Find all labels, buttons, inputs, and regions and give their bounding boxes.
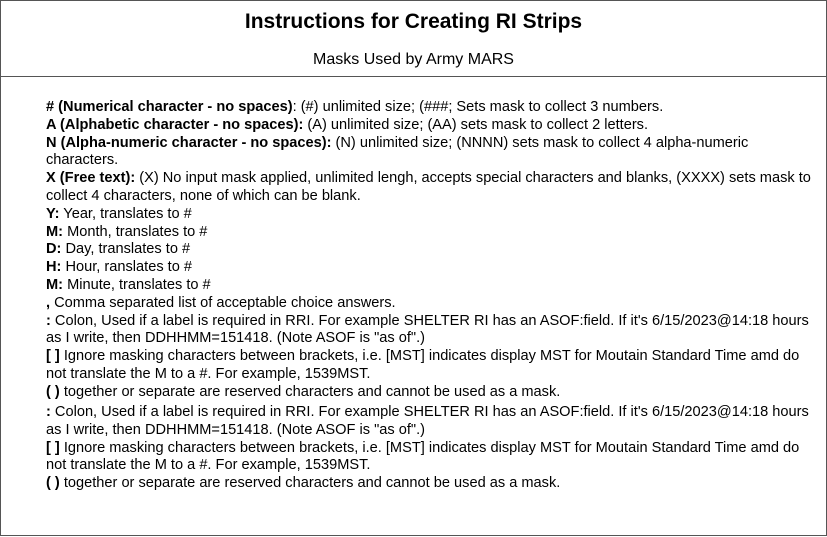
mask-key: ( ) xyxy=(46,383,60,400)
mask-desc: Minute, translates to # xyxy=(63,276,211,293)
mask-key: : xyxy=(46,404,51,420)
dup-entry-parens xyxy=(46,475,821,493)
mask-key-sep: : xyxy=(292,99,297,115)
mask-key: , xyxy=(46,294,51,311)
mask-desc: Colon, Used if a label is required in RRI. For example SHELTER RI has an ASOF:field. If it's 6/15/2023@14:18 hours as I write, then DDHHMM=151418. (Note ASOF is "as of".) xyxy=(46,404,809,438)
mask-desc: together or separate are reserved characters and cannot be used as a mask. xyxy=(59,383,561,400)
mask-list xyxy=(46,99,821,402)
mask-entry-alnum xyxy=(46,135,821,171)
mask-entry-day xyxy=(46,241,821,259)
mask-key: M: xyxy=(46,276,64,293)
mask-key: D: xyxy=(46,241,62,258)
mask-desc: (#) unlimited size; (###; Sets mask to collect 3 numbers. xyxy=(296,99,664,115)
mask-desc: Ignore masking characters between brackets, i.e. [MST] indicates display MST for Moutain Standard Time amd do not translate the M to a #. For example, 1539MST. xyxy=(46,439,800,474)
mask-desc: Colon, Used if a label is required in RRI. For example SHELTER RI has an ASOF:field. If it's 6/15/2023@14:18 hours as I write, then DDHHMM=151418. (Note ASOF is "as of".) xyxy=(46,312,809,347)
mask-key: : xyxy=(46,312,51,329)
mask-entry-alpha xyxy=(46,117,821,135)
mask-desc: Day, translates to # xyxy=(61,241,191,258)
page-title: Instructions for Creating RI Strips xyxy=(244,10,583,33)
page-subtitle: Masks Used by Army MARS xyxy=(313,51,514,68)
dup-entry-brackets xyxy=(46,440,821,476)
mask-entry-colon xyxy=(46,313,821,349)
mask-entry-numeric xyxy=(46,99,821,117)
mask-entry-month xyxy=(46,224,821,242)
mask-key: Y: xyxy=(46,205,60,222)
mask-entry-comma xyxy=(46,295,821,313)
mask-key: [ ] xyxy=(46,439,60,456)
mask-desc: Comma separated list of acceptable choice answers. xyxy=(50,294,396,311)
mask-entry-brackets xyxy=(46,348,821,384)
mask-list-duplicate xyxy=(46,404,821,493)
mask-key: ( ) xyxy=(46,475,60,492)
mask-key: N (Alpha-numeric character - no spaces): xyxy=(46,134,332,151)
mask-key: A (Alphabetic character - no spaces): xyxy=(46,116,304,133)
mask-entry-parens xyxy=(46,384,821,402)
dup-entry-colon xyxy=(46,404,821,440)
mask-desc: (X) No input mask applied, unlimited lengh, accepts special characters and blanks, (XXXX) sets mask to collect 4 characters, none of which can be blank. xyxy=(46,170,811,204)
mask-desc: together or separate are reserved characters and cannot be used as a mask. xyxy=(59,475,561,492)
mask-entry-hour xyxy=(46,259,821,277)
mask-desc: (N) unlimited size; (NNNN) sets mask to collect 4 alpha-numeric characters. xyxy=(46,134,749,169)
header xyxy=(1,1,826,77)
mask-entry-free-text xyxy=(46,170,821,206)
mask-key: H: xyxy=(46,259,62,276)
mask-key: X (Free text): xyxy=(46,170,136,187)
mask-key: # (Numerical character - no spaces) xyxy=(46,99,293,115)
mask-desc: (A) unlimited size; (AA) sets mask to collect 2 letters. xyxy=(303,116,649,133)
mask-desc: Month, translates to # xyxy=(63,223,208,240)
mask-desc: Year, translates to # xyxy=(59,205,192,222)
mask-desc: Ignore masking characters between brackets, i.e. [MST] indicates display MST for Moutain Standard Time amd do not translate the M to a #. For example, 1539MST. xyxy=(46,348,800,382)
mask-key: M: xyxy=(46,223,64,240)
mask-desc: Hour, ranslates to # xyxy=(61,259,193,276)
mask-entry-year xyxy=(46,206,821,224)
mask-key: [ ] xyxy=(46,348,60,365)
mask-entry-minute xyxy=(46,277,821,295)
